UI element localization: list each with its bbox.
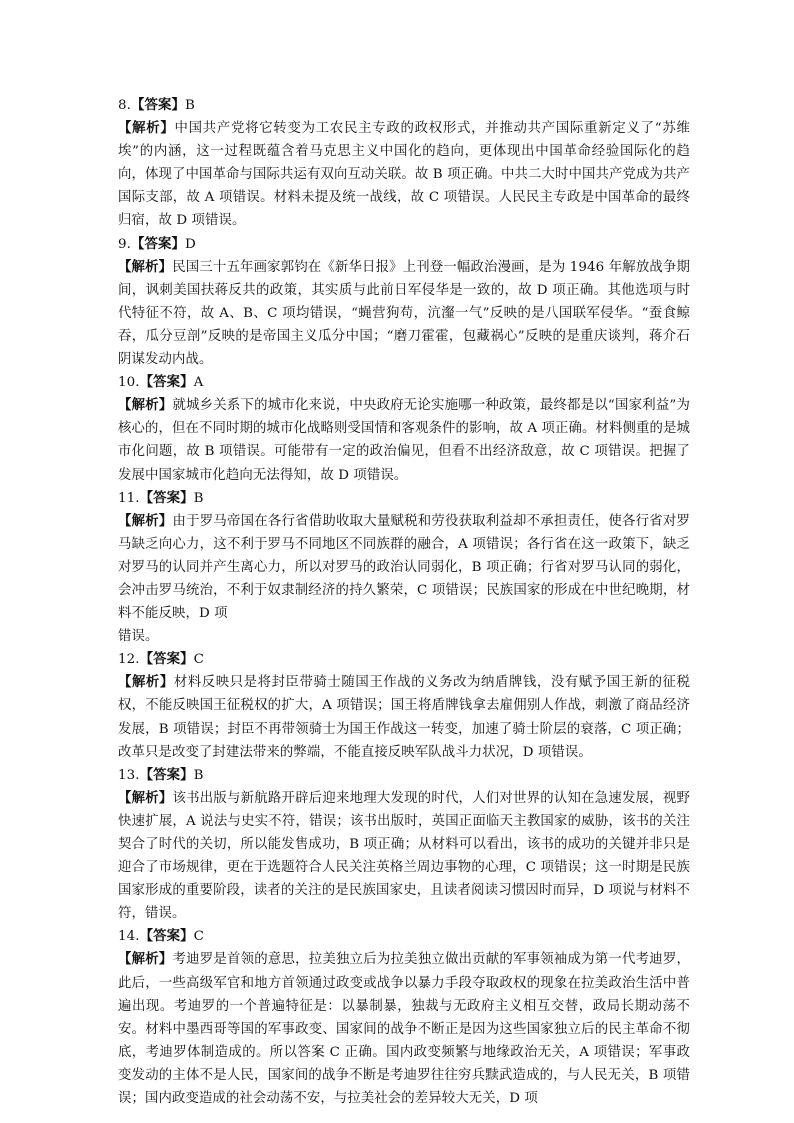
analysis-label: 【解析】 bbox=[118, 951, 173, 968]
analysis-text-continued: 错误。 bbox=[118, 629, 159, 645]
question-number: 9. bbox=[118, 236, 131, 252]
answer-label: 【答案】 bbox=[139, 651, 194, 668]
analysis-label: 【解析】 bbox=[118, 789, 173, 806]
question-number: 10. bbox=[118, 375, 140, 391]
question-block-12 bbox=[118, 648, 690, 763]
question-block-13 bbox=[118, 764, 690, 926]
answer-label: 【答案】 bbox=[130, 97, 185, 113]
answer-label: 【答案】 bbox=[139, 374, 194, 391]
analysis-text: 由于罗马帝国在各行省借助收取大量赋税和劳役获取利益却不承担责任，使各行省对罗马缺乏向心力，这不利于罗马不同地区不同族群的融合，A 项错误；各行省在这一政策下，缺乏对罗马的认同并产生离心力，所以对罗马的政治认同弱化，B 项正确；行省对罗马认同的弱化，会冲击罗马统治，不利于奴隶制经济的持久繁荣，C 项错误；民族国家的形成在中世纪晚期，材料不能反映，D 项 bbox=[118, 513, 691, 622]
analysis-text: 民国三十五年画家郭钧在《新华日报》上刊登一幅政治漫画，是为 1946 年解放战争期间，讽刺美国扶蒋反共的政策，其实质与此前日军侵华是一致的，故 D 项正确。其他选项与时代特征不符，故 A、B、C 项均错误，“蝇营狗苟，沆瀣一气”反映的是八国联军侵华。“蚕食鲸吞，瓜分豆剖”反映的是帝国主义瓜分中国；“磨刀霍霍，包藏祸心”反映的是重庆谈判，蒋介石阴谋发动内战。 bbox=[118, 259, 690, 368]
analysis-paragraph bbox=[118, 787, 690, 926]
answer-value: B bbox=[193, 490, 204, 506]
question-block-11 bbox=[118, 487, 690, 649]
answer-label: 【答案】 bbox=[139, 766, 194, 783]
answer-value: C bbox=[193, 929, 204, 945]
question-block-8 bbox=[118, 94, 690, 233]
answer-analysis-list bbox=[118, 94, 690, 1110]
answer-line bbox=[118, 764, 690, 787]
question-number: 12. bbox=[118, 652, 140, 668]
analysis-paragraph bbox=[118, 510, 690, 649]
analysis-text: 中国共产党将它转变为工农民主专政的政权形式，并推动共产国际重新定义了“苏维埃”的内涵，这一过程既蕴含着马克思主义中国化的趋向，更体现出中国革命经验国际化的趋向，体现了中国革命与国际共运有双向互动关联。故 B 项正确。中共二大时中国共产党成为共产国际支部，故 A 项错误。材料未提及统一战线，故 C 项错误。人民民主专政是中国革命的最终归宿，故 D 项错误。 bbox=[118, 121, 691, 229]
question-block-9 bbox=[118, 233, 690, 372]
analysis-label: 【解析】 bbox=[118, 674, 174, 691]
analysis-paragraph bbox=[118, 948, 690, 1110]
answer-line bbox=[118, 648, 690, 671]
question-number: 8. bbox=[118, 98, 131, 113]
answer-line bbox=[118, 487, 690, 510]
answer-line bbox=[118, 925, 690, 948]
analysis-text: 就城乡关系下的城市化来说，中央政府无论实施哪一种政策，最终都是以“国家利益”为核心的，但在不同时期的城市化战略则受国情和客观条件的影响，故 A 项正确。材料侧重的是城市化问题，故 B 项错误。可能带有一定的政治偏见，但看不出经济敌意，故 C 项错误。把握了发展中国家城市化趋向无法得知，故 D 项错误。 bbox=[118, 398, 690, 483]
answer-label: 【答案】 bbox=[139, 489, 194, 506]
answer-value: A bbox=[193, 375, 204, 391]
answer-line bbox=[118, 233, 690, 256]
answer-value: D bbox=[184, 236, 196, 252]
question-number: 13. bbox=[118, 767, 140, 783]
answer-label: 【答案】 bbox=[130, 235, 185, 252]
analysis-label: 【解析】 bbox=[118, 258, 173, 275]
analysis-text: 考迪罗是首领的意思，拉美独立后为拉美独立做出贡献的军事领袖成为第一代考迪罗，此后，一些高级军官和地方首领通过政变或战争以暴力手段夺取政权的现象在拉美政治生活中普遍出现。考迪罗的一个普遍特征是：以暴制暴，独裁与无政府主义相互交替，政局长期动荡不安。材料中墨西哥等国的军事政变、国家间的战争不断正是因为这些国家独立后的民主革命不彻底，考迪罗体制造成的。所以答案 C 正确。国内政变频繁与地缘政治无关，A 项错误；军事政变发动的主体不是人民，国家间的战争不断是考迪罗往往穷兵黩武造成的，与人民无关，B 项错误；国内政变造成的社会动荡不安，与拉美社会的差异较大无关，D 项 bbox=[118, 952, 691, 1107]
analysis-text: 该书出版与新航路开辟后迎来地理大发现的时代，人们对世界的认知在急速发展，视野快速扩展，A 说法与史实不符，错误；该书出版时，英国正面临天主教国家的威胁，该书的关注契合了时代的关切，所以能发售成功，B 项正确；从材料可以看出，该书的成功的关键并非只是迎合了市场规律，更在于选题符合人民关注英格兰周边事物的心理，C 项错误；这一时期是民族国家形成的重要阶段，读者的关注的是民族国家史，且读者阅读习惯因时而异，D 项说与材料不符，错误。 bbox=[118, 790, 691, 922]
question-block-10 bbox=[118, 371, 690, 486]
analysis-paragraph bbox=[118, 117, 690, 232]
answer-value: C bbox=[193, 652, 204, 668]
answer-label: 【答案】 bbox=[139, 928, 194, 945]
analysis-label: 【解析】 bbox=[118, 120, 175, 137]
analysis-paragraph bbox=[118, 256, 690, 371]
answer-value: B bbox=[193, 767, 204, 783]
analysis-paragraph bbox=[118, 671, 690, 763]
answer-line bbox=[118, 94, 690, 117]
analysis-text: 材料反映只是将封臣带骑士随国王作战的义务改为纳盾牌钱，没有赋予国王新的征税权，不能反映国王征税权的扩大，A 项错误；国王将盾牌钱拿去雇佣别人作战，刺激了商品经济发展，B 项错误；封臣不再带领骑士为国王作战这一转变，加速了骑士阶层的衰落，C 项正确；改革只是改变了封建法带来的弊端，不能直接反映军队战斗力状况，D 项错误。 bbox=[118, 675, 690, 760]
analysis-label: 【解析】 bbox=[118, 512, 173, 529]
answer-value: B bbox=[184, 98, 195, 113]
question-number: 11. bbox=[118, 490, 140, 506]
answer-line bbox=[118, 371, 690, 394]
analysis-paragraph bbox=[118, 394, 690, 486]
question-number: 14. bbox=[118, 929, 140, 945]
question-block-14 bbox=[118, 925, 690, 1110]
analysis-label: 【解析】 bbox=[118, 397, 173, 414]
